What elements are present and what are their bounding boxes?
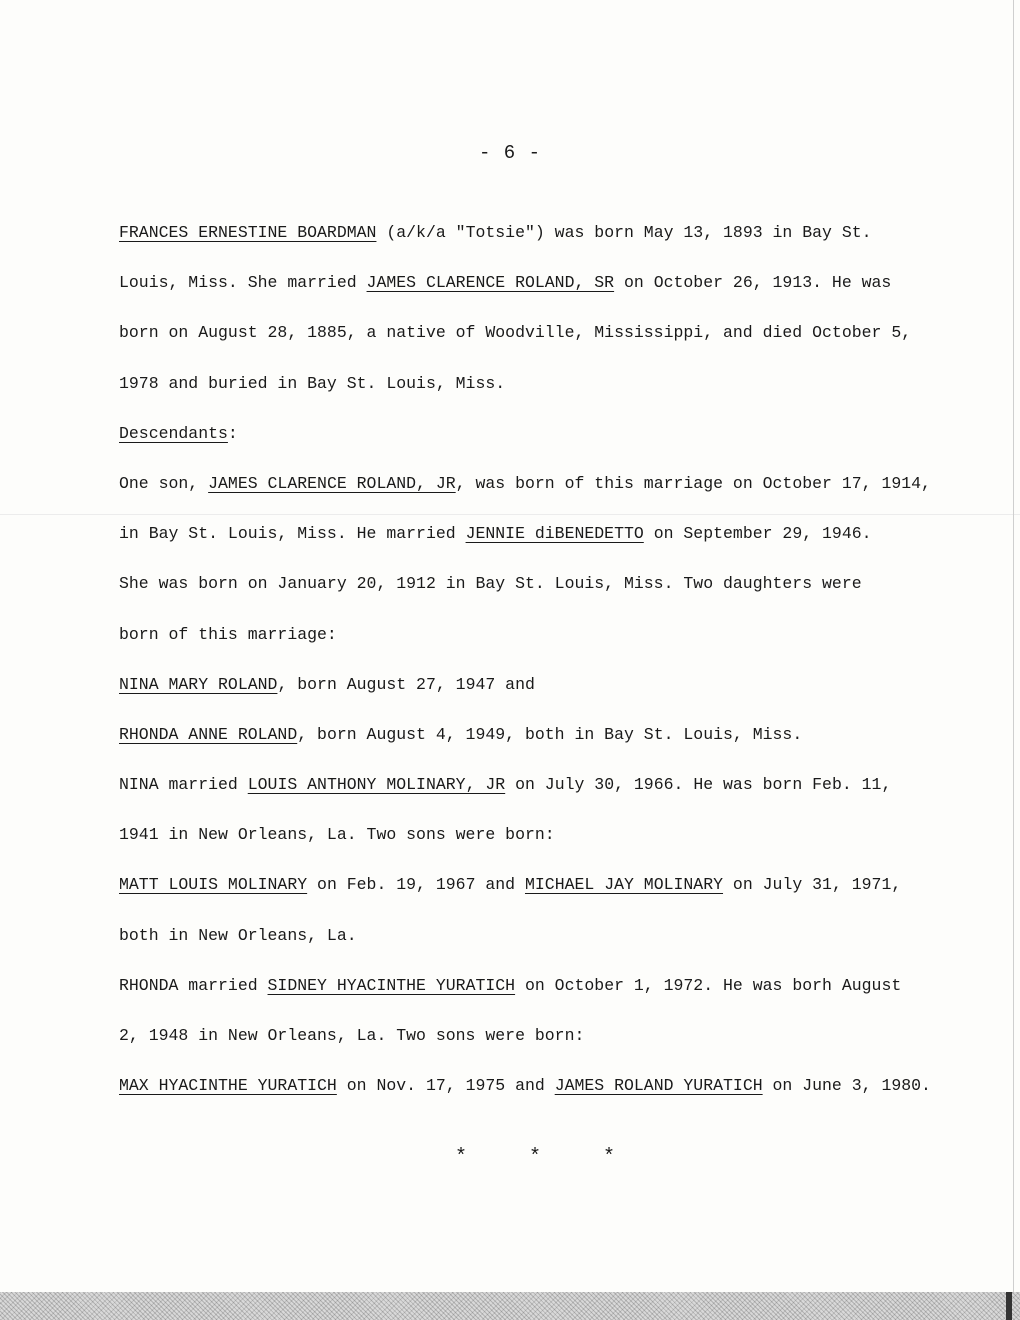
text-run: Louis, Miss. She married <box>119 273 367 293</box>
text-run: on September 29, 1946. <box>643 524 872 544</box>
text-line <box>119 308 939 358</box>
body-text <box>119 208 939 1111</box>
underlined-name: Descendants <box>119 423 228 443</box>
text-line <box>119 509 939 559</box>
page-number: - 6 - <box>478 142 541 164</box>
text-run: NINA married <box>119 775 248 795</box>
underlined-name: MAX HYACINTHE YURATICH <box>119 1076 337 1096</box>
section-separator <box>455 1146 615 1169</box>
underlined-name: JAMES ROLAND YURATICH <box>554 1076 763 1096</box>
underlined-name: LOUIS ANTHONY MOLINARY, JR <box>247 775 506 795</box>
text-run: : <box>227 423 238 443</box>
text-run: (a/k/a "Totsie") was born May 13, 1893 in Bay St. <box>376 223 872 242</box>
text-run: 1941 in New Orleans, La. Two sons were born: <box>119 825 555 845</box>
underlined-name: RHONDA ANNE ROLAND <box>119 724 298 744</box>
text-run: in Bay St. Louis, Miss. He married <box>119 524 466 544</box>
underlined-name: JAMES CLARENCE ROLAND, SR <box>366 273 615 293</box>
underlined-name: MICHAEL JAY MOLINARY <box>524 875 724 895</box>
text-line <box>119 810 939 860</box>
text-run: One son, <box>119 473 209 493</box>
scan-footer-mark <box>1006 1292 1012 1320</box>
text-run: 1978 and buried in Bay St. Louis, Miss. <box>119 373 506 393</box>
text-run: 2, 1948 in New Orleans, La. Two sons were born: <box>119 1026 585 1045</box>
underlined-name: NINA MARY ROLAND <box>119 674 278 694</box>
text-line <box>119 559 939 609</box>
text-line <box>119 911 939 961</box>
text-line <box>119 1061 939 1111</box>
text-run: on October 1, 1972. He was borh August <box>515 975 902 995</box>
text-run: born on August 28, 1885, a native of Woodville, Mississippi, and died October 5, <box>119 323 912 343</box>
asterisk: * <box>528 1146 541 1169</box>
text-line <box>119 409 939 459</box>
text-line <box>119 258 939 308</box>
text-run: on Nov. 17, 1975 and <box>336 1076 555 1096</box>
text-line <box>119 760 939 810</box>
page-edge <box>1013 0 1014 1320</box>
text-run: on July 30, 1966. He was born Feb. 11, <box>505 775 892 795</box>
text-run: both in New Orleans, La. <box>119 925 357 945</box>
text-run: , born August 27, 1947 and <box>277 674 535 694</box>
asterisk: * <box>602 1146 615 1169</box>
scan-footer-band <box>0 1292 1020 1320</box>
text-line <box>119 459 939 509</box>
text-run: , was born of this marriage on October 17, 1914, <box>455 473 931 493</box>
underlined-name: SIDNEY HYACINTHE YURATICH <box>267 975 516 995</box>
underlined-name: MATT LOUIS MOLINARY <box>119 875 308 895</box>
underlined-name: JAMES CLARENCE ROLAND, JR <box>208 473 456 493</box>
text-line <box>119 860 939 910</box>
text-line <box>119 710 939 760</box>
text-line <box>119 208 939 258</box>
text-run: on July 31, 1971, <box>723 875 902 895</box>
text-run: RHONDA married <box>119 975 268 995</box>
underlined-name: JENNIE diBENEDETTO <box>465 524 644 544</box>
text-run: She was born on January 20, 1912 in Bay St. Louis, Miss. Two daughters were <box>119 574 862 594</box>
text-line <box>119 610 939 660</box>
text-run: born of this marriage: <box>119 624 337 644</box>
asterisk: * <box>455 1146 468 1169</box>
text-line <box>119 961 939 1011</box>
text-run: on October 26, 1913. He was <box>614 273 892 293</box>
underlined-name: FRANCES ERNESTINE BOARDMAN <box>119 223 377 242</box>
text-run: on June 3, 1980. <box>762 1076 931 1096</box>
text-line <box>119 359 939 409</box>
text-line <box>119 1011 939 1061</box>
text-run: on Feb. 19, 1967 and <box>307 875 525 895</box>
text-run: , born August 4, 1949, both in Bay St. Louis, Miss. <box>297 724 803 744</box>
text-line <box>119 660 939 710</box>
